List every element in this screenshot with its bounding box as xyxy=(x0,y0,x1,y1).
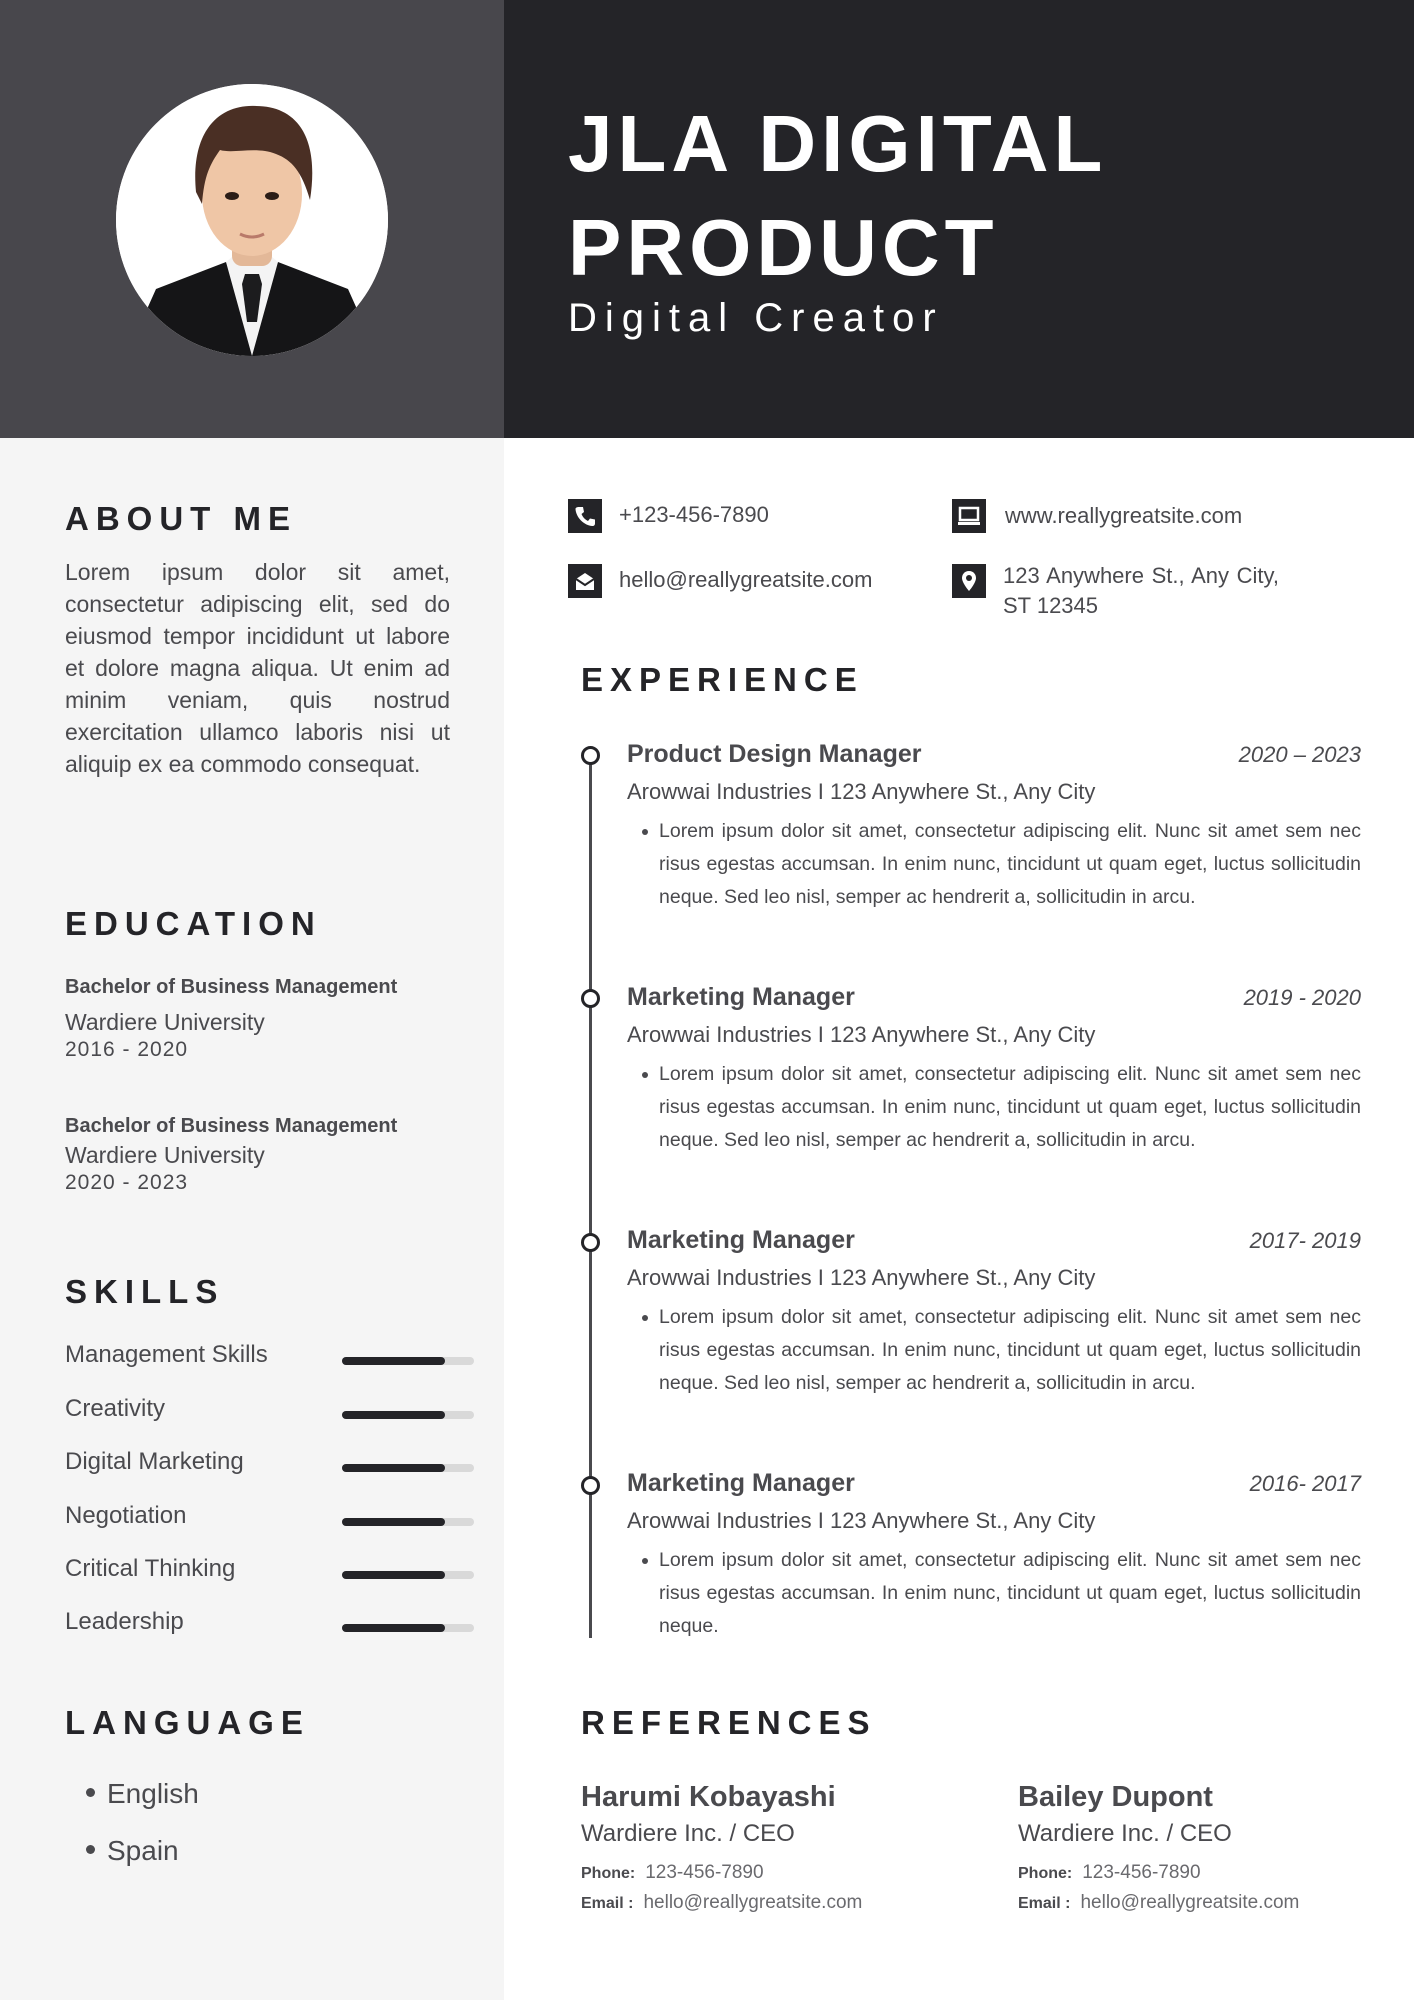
about-text: Lorem ipsum dolor sit amet, consectetur adipiscing elit, sed do eiusmod tempor incididunt ut labore et dolore magna aliqua. Ut enim ad minim veniam, quis nostrud exercitation ullamco laboris nisi ut aliquip ex ea commodo consequat. xyxy=(65,559,450,777)
experience-item xyxy=(627,1469,1361,1643)
skill-bar xyxy=(342,1464,474,1472)
job-company: Arowwai Industries I 123 Anywhere St., Any City xyxy=(627,779,1096,804)
education-item xyxy=(65,976,465,1062)
education-degree: Bachelor of Business Management xyxy=(65,976,398,998)
reference-email: hello@reallygreatsite.com xyxy=(1080,1892,1300,1913)
reference-email-label: Email : xyxy=(1018,1895,1071,1912)
reference-email-row xyxy=(581,1892,911,1914)
job-title: Marketing Manager xyxy=(627,1226,855,1254)
timeline-dot xyxy=(581,1233,600,1252)
job-title: Marketing Manager xyxy=(627,983,855,1011)
resume-name: JLA DIGITAL PRODUCT xyxy=(568,99,1106,292)
job-years: 2017- 2019 xyxy=(1249,1228,1361,1253)
skill-label: Leadership xyxy=(65,1608,184,1635)
job-description: Lorem ipsum dolor sit amet, consectetur adipiscing elit. Nunc sit amet sem nec risus egestas accumsan. In enim nunc, tincidunt ut quam eget, luctus sollicitudin neque. Sed leo nisl, semper ac hendrerit a, sollicitudin in arcu. xyxy=(627,1301,1361,1400)
language-item: Spain xyxy=(86,1835,179,1867)
job-years: 2016- 2017 xyxy=(1249,1471,1361,1496)
timeline-dot xyxy=(581,746,600,765)
skill-bar-fill xyxy=(342,1518,445,1526)
reference-phone-row xyxy=(581,1862,911,1884)
experience-item xyxy=(627,1226,1361,1400)
job-years: 2019 - 2020 xyxy=(1243,985,1361,1010)
contact-email: hello@reallygreatsite.com xyxy=(619,567,873,592)
reference-phone-label: Phone: xyxy=(1018,1865,1073,1882)
skill-label: Creativity xyxy=(65,1395,166,1422)
skill-bar-fill xyxy=(342,1464,445,1472)
job-title: Product Design Manager xyxy=(627,740,922,768)
skill-row xyxy=(65,1341,475,1375)
reference-name: Harumi Kobayashi xyxy=(581,1781,836,1813)
experience-heading: EXPERIENCE xyxy=(581,661,864,698)
skills-heading: SKILLS xyxy=(65,1273,225,1310)
about-heading: ABOUT ME xyxy=(65,500,297,537)
skill-bar-fill xyxy=(342,1624,445,1632)
skill-bar-fill xyxy=(342,1357,445,1365)
education-heading: EDUCATION xyxy=(65,905,322,942)
job-company: Arowwai Industries I 123 Anywhere St., Any City xyxy=(627,1265,1096,1290)
timeline-dot xyxy=(581,989,600,1008)
references-heading: REFERENCES xyxy=(581,1704,877,1741)
skill-label: Management Skills xyxy=(65,1341,268,1368)
education-years: 2016 - 2020 xyxy=(65,1038,189,1061)
skill-row xyxy=(65,1448,475,1482)
skill-bar xyxy=(342,1518,474,1526)
location-pin-icon xyxy=(952,564,986,598)
reference-phone-row xyxy=(1018,1862,1348,1884)
skill-label: Critical Thinking xyxy=(65,1555,236,1582)
skill-bar-fill xyxy=(342,1411,445,1419)
resume-role: Digital Creator xyxy=(568,296,944,340)
education-school: Wardiere University xyxy=(65,1142,265,1168)
reference-phone: 123-456-7890 xyxy=(1082,1862,1201,1883)
timeline-line xyxy=(589,756,592,1638)
profile-photo xyxy=(116,84,388,356)
education-years: 2020 - 2023 xyxy=(65,1171,189,1194)
skill-bar xyxy=(342,1571,474,1579)
contact-website: www.reallygreatsite.com xyxy=(1005,503,1243,528)
reference-company: Wardiere Inc. / CEO xyxy=(581,1820,795,1847)
experience-item xyxy=(627,740,1361,914)
phone-icon xyxy=(568,499,602,533)
reference-phone-label: Phone: xyxy=(581,1865,636,1882)
education-item xyxy=(65,1115,465,1195)
skill-bar xyxy=(342,1411,474,1419)
reference-card xyxy=(1018,1781,1348,1914)
experience-item xyxy=(627,983,1361,1157)
skill-label: Negotiation xyxy=(65,1502,187,1529)
reference-email: hello@reallygreatsite.com xyxy=(643,1892,863,1913)
job-description: Lorem ipsum dolor sit amet, consectetur adipiscing elit. Nunc sit amet sem nec risus egestas accumsan. In enim nunc, tincidunt ut quam eget, luctus sollicitudin neque. Sed leo nisl, semper ac hendrerit a, sollicitudin in arcu. xyxy=(627,815,1361,914)
skill-row xyxy=(65,1502,475,1536)
contact-phone: +123-456-7890 xyxy=(619,502,769,527)
skill-bar xyxy=(342,1357,474,1365)
job-description: Lorem ipsum dolor sit amet, consectetur adipiscing elit. Nunc sit amet sem nec risus egestas accumsan. In enim nunc, tincidunt ut quam eget, luctus sollicitudin neque. Sed leo nisl, semper ac hendrerit a, sollicitudin in arcu. xyxy=(627,1058,1361,1157)
education-degree: Bachelor of Business Management xyxy=(65,1115,398,1137)
mail-icon xyxy=(568,564,602,598)
language-heading: LANGUAGE xyxy=(65,1704,310,1741)
job-description: Lorem ipsum dolor sit amet, consectetur adipiscing elit. Nunc sit amet sem nec risus egestas accumsan. In enim nunc, tincidunt ut quam eget, luctus sollicitudin neque. xyxy=(627,1544,1361,1643)
job-title: Marketing Manager xyxy=(627,1469,855,1497)
job-company: Arowwai Industries I 123 Anywhere St., Any City xyxy=(627,1022,1096,1047)
monitor-icon xyxy=(952,499,986,533)
skill-row xyxy=(65,1555,475,1589)
reference-company: Wardiere Inc. / CEO xyxy=(1018,1820,1232,1847)
reference-name: Bailey Dupont xyxy=(1018,1781,1213,1813)
skill-label: Digital Marketing xyxy=(65,1448,244,1475)
language-item: English xyxy=(86,1778,199,1810)
job-years: 2020 – 2023 xyxy=(1238,742,1361,767)
skill-bar-fill xyxy=(342,1571,445,1579)
skill-bar xyxy=(342,1624,474,1632)
reference-card xyxy=(581,1781,911,1914)
skill-row xyxy=(65,1608,475,1642)
reference-email-label: Email : xyxy=(581,1895,634,1912)
job-company: Arowwai Industries I 123 Anywhere St., Any City xyxy=(627,1508,1096,1533)
reference-phone: 123-456-7890 xyxy=(645,1862,764,1883)
timeline-dot xyxy=(581,1476,600,1495)
skill-row xyxy=(65,1395,475,1429)
reference-email-row xyxy=(1018,1892,1348,1914)
education-school: Wardiere University xyxy=(65,1009,265,1035)
contact-address: 123 Anywhere St., Any City, ST 12345 xyxy=(1003,563,1279,618)
